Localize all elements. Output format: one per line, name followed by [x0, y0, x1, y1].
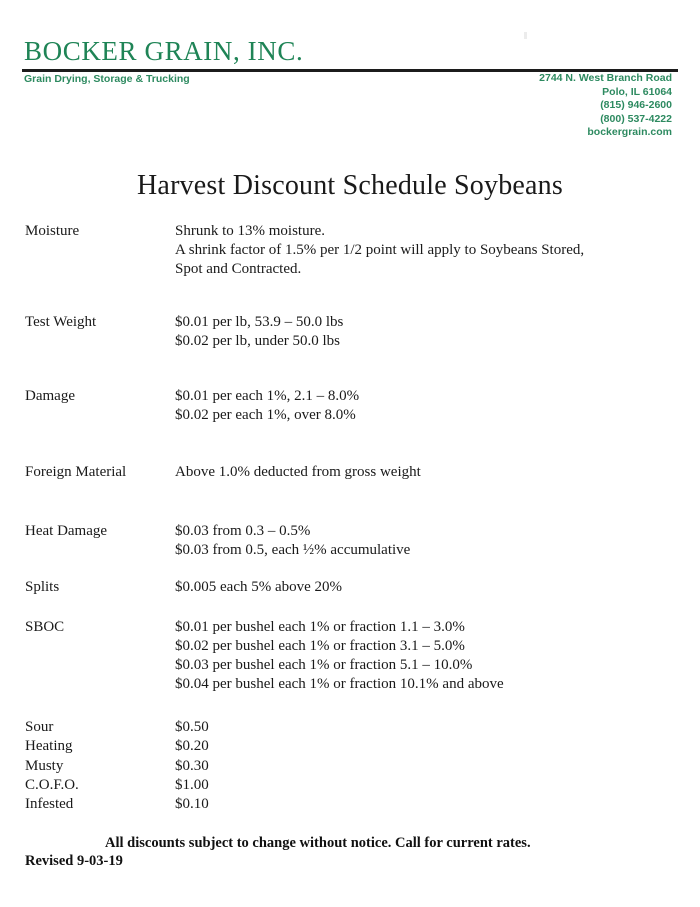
contact-line: (815) 946-2600: [600, 99, 672, 111]
schedule-row-label: Splits: [25, 579, 60, 595]
company-tagline: Grain Drying, Storage & Trucking: [24, 73, 190, 85]
schedule-row-line: $0.01 per bushel each 1% or fraction 1.1 – 3.0%: [175, 619, 465, 635]
schedule-row-values: [175, 222, 675, 279]
price-row-name: Musty: [25, 757, 64, 774]
price-row: [25, 776, 425, 795]
schedule-row: [25, 313, 675, 351]
contact-line: (800) 537-4222: [600, 112, 672, 125]
schedule-row-line: $0.03 from 0.5, each ½% accumulative: [175, 542, 411, 558]
schedule-row-line: $0.005 each 5% above 20%: [175, 579, 343, 595]
page-title: Harvest Discount Schedule Soybeans: [137, 170, 563, 201]
footer-notice: All discounts subject to change without notice. Call for current rates.: [105, 835, 531, 851]
schedule-row-line: $0.02 per lb, under 50.0 lbs: [175, 333, 340, 349]
contact-line: 2744 N. West Branch Road: [539, 72, 672, 84]
schedule-row-label: SBOC: [25, 619, 65, 635]
schedule-row-values: [175, 313, 675, 351]
contact-line[interactable]: bockergrain.com: [587, 126, 672, 138]
price-row-name: Infested: [25, 796, 74, 813]
schedule-row: [25, 222, 675, 279]
schedule-row-line: Above 1.0% deducted from gross weight: [175, 464, 421, 480]
company-name: BOCKER GRAIN, INC.: [24, 36, 304, 66]
schedule-row: [25, 463, 675, 482]
schedule-row: [25, 578, 675, 597]
schedule-row-line: $0.02 per bushel each 1% or fraction 3.1 – 5.0%: [175, 638, 465, 654]
schedule-row: [25, 618, 675, 694]
price-row-name: C.O.F.O.: [25, 776, 79, 793]
schedule-row-line: $0.03 from 0.3 – 0.5%: [175, 523, 311, 539]
schedule-row-line: $0.02 per each 1%, over 8.0%: [175, 407, 356, 423]
footer-revision-date: Revised 9-03-19: [25, 853, 123, 869]
schedule-row-line: $0.01 per lb, 53.9 – 50.0 lbs: [175, 314, 344, 330]
price-row: [25, 737, 425, 756]
price-row-amount: $0.30: [175, 757, 209, 774]
schedule-row-values: [175, 463, 675, 482]
contact-block: [342, 72, 672, 140]
schedule-row-line: $0.03 per bushel each 1% or fraction 5.1 – 10.0%: [175, 657, 473, 673]
schedule-row-values: [175, 578, 675, 597]
schedule-row-line: $0.01 per each 1%, 2.1 – 8.0%: [175, 388, 360, 404]
schedule-row: [25, 387, 675, 425]
price-row: [25, 718, 425, 737]
schedule-row-values: [175, 618, 675, 694]
schedule-row-values: [175, 387, 675, 425]
price-row-name: Heating: [25, 738, 73, 755]
discount-schedule: [25, 222, 675, 694]
price-row-amount: $0.20: [175, 738, 209, 755]
price-row-amount: $0.10: [175, 796, 209, 813]
price-row: [25, 757, 425, 776]
contact-line: Polo, IL 61064: [602, 85, 672, 98]
schedule-row-label: Foreign Material: [25, 464, 127, 480]
flat-price-list: [25, 718, 425, 814]
schedule-row: [25, 522, 675, 560]
schedule-row-line: Shrunk to 13% moisture.: [175, 223, 325, 239]
schedule-row-line: $0.04 per bushel each 1% or fraction 10.1% and above: [175, 676, 504, 692]
schedule-row-label: Moisture: [25, 223, 80, 239]
scan-artifact: [524, 32, 527, 39]
schedule-row-label: Heat Damage: [25, 523, 108, 539]
price-row-amount: $0.50: [175, 719, 209, 735]
schedule-row-line: Spot and Contracted.: [175, 261, 302, 277]
schedule-row-line: A shrink factor of 1.5% per 1/2 point will apply to Soybeans Stored,: [175, 242, 585, 258]
schedule-row-label: Damage: [25, 388, 75, 404]
price-row-amount: $1.00: [175, 776, 209, 793]
price-row: [25, 795, 425, 814]
schedule-row-values: [175, 522, 675, 560]
schedule-row-label: Test Weight: [25, 314, 97, 330]
price-row-name: Sour: [25, 719, 54, 735]
